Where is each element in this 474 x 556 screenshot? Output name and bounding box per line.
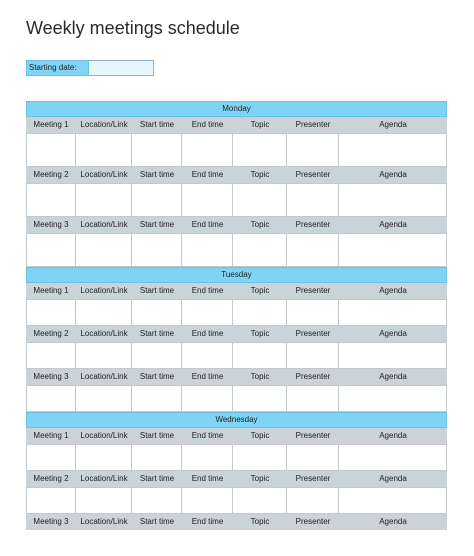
input-cell[interactable]: [182, 233, 233, 267]
meeting-header-row: [26, 167, 447, 183]
meeting-label: Meeting 2: [33, 329, 69, 338]
column-header: End time: [191, 170, 224, 179]
input-cell[interactable]: [182, 342, 233, 369]
input-cell[interactable]: [339, 385, 447, 412]
column-header: End time: [191, 120, 224, 129]
input-cell[interactable]: [132, 487, 182, 514]
input-cell[interactable]: [233, 183, 287, 217]
column-header: Location/Link: [80, 170, 128, 179]
input-cell[interactable]: [287, 487, 339, 514]
input-cell[interactable]: [182, 133, 233, 167]
column-header: Start time: [139, 170, 175, 179]
input-cell[interactable]: [287, 444, 339, 471]
column-header: End time: [191, 517, 224, 526]
day-header: Monday: [26, 101, 447, 117]
meeting-input-row: [26, 444, 447, 471]
column-header: Agenda: [379, 372, 407, 381]
input-cell[interactable]: [76, 385, 132, 412]
input-cell[interactable]: [233, 299, 287, 326]
input-cell[interactable]: [26, 385, 76, 412]
starting-date-input[interactable]: [89, 60, 154, 76]
input-cell[interactable]: [287, 133, 339, 167]
input-cell[interactable]: [287, 299, 339, 326]
meeting-label: Meeting 1: [33, 431, 69, 440]
column-header: Start time: [139, 474, 175, 483]
meeting-input-row: [26, 133, 447, 167]
meeting-header-row: [26, 217, 447, 233]
column-header: Agenda: [379, 431, 407, 440]
input-cell[interactable]: [132, 183, 182, 217]
meeting-label: Meeting 1: [33, 286, 69, 295]
meeting-header-row: [26, 117, 447, 133]
meeting-header-row: [26, 428, 447, 444]
input-cell[interactable]: [233, 487, 287, 514]
column-header: Start time: [139, 286, 175, 295]
input-cell[interactable]: [339, 342, 447, 369]
column-header: Location/Link: [80, 372, 128, 381]
column-header: Agenda: [379, 474, 407, 483]
input-cell[interactable]: [26, 299, 76, 326]
input-cell[interactable]: [76, 233, 132, 267]
input-cell[interactable]: [182, 487, 233, 514]
column-header: End time: [191, 286, 224, 295]
schedule-table: [26, 101, 447, 530]
input-cell[interactable]: [76, 444, 132, 471]
input-cell[interactable]: [339, 299, 447, 326]
input-cell[interactable]: [339, 444, 447, 471]
input-cell[interactable]: [182, 299, 233, 326]
meeting-input-row: [26, 385, 447, 412]
input-cell[interactable]: [339, 133, 447, 167]
column-header: Start time: [139, 329, 175, 338]
page-title: Weekly meetings schedule: [26, 18, 240, 38]
meeting-input-row: [26, 342, 447, 369]
input-cell[interactable]: [233, 233, 287, 267]
column-header: Agenda: [379, 329, 407, 338]
column-header: Presenter: [295, 329, 331, 338]
column-header: Topic: [250, 517, 270, 526]
day-header: Wednesday: [26, 412, 447, 428]
meeting-label: Meeting 1: [33, 120, 69, 129]
column-header: Start time: [139, 120, 175, 129]
column-header: Presenter: [295, 474, 331, 483]
meeting-header-row: [26, 369, 447, 385]
column-header: Agenda: [379, 120, 407, 129]
input-cell[interactable]: [132, 444, 182, 471]
meeting-label: Meeting 3: [33, 372, 69, 381]
input-cell[interactable]: [76, 342, 132, 369]
column-header: Location/Link: [80, 329, 128, 338]
input-cell[interactable]: [287, 183, 339, 217]
input-cell[interactable]: [76, 487, 132, 514]
column-header: Location/Link: [80, 220, 128, 229]
input-cell[interactable]: [76, 183, 132, 217]
column-header: Location/Link: [80, 517, 128, 526]
input-cell[interactable]: [132, 385, 182, 412]
column-header: Presenter: [295, 170, 331, 179]
input-cell[interactable]: [287, 342, 339, 369]
input-cell[interactable]: [287, 385, 339, 412]
input-cell[interactable]: [339, 183, 447, 217]
input-cell[interactable]: [26, 444, 76, 471]
meeting-label: Meeting 2: [33, 170, 69, 179]
meeting-input-row: [26, 183, 447, 217]
input-cell[interactable]: [76, 299, 132, 326]
column-header: Start time: [139, 372, 175, 381]
meeting-header-row: [26, 514, 447, 530]
input-cell[interactable]: [26, 233, 76, 267]
column-header: Location/Link: [80, 431, 128, 440]
input-cell[interactable]: [339, 487, 447, 514]
starting-date-row: [26, 60, 154, 76]
column-header: Agenda: [379, 286, 407, 295]
input-cell[interactable]: [233, 444, 287, 471]
column-header: Start time: [139, 517, 175, 526]
input-cell[interactable]: [287, 233, 339, 267]
column-header: Topic: [250, 372, 270, 381]
column-header: Presenter: [295, 372, 331, 381]
input-cell[interactable]: [132, 133, 182, 167]
meeting-label: Meeting 3: [33, 517, 69, 526]
column-header: Agenda: [379, 517, 407, 526]
input-cell[interactable]: [132, 233, 182, 267]
column-header: Presenter: [295, 517, 331, 526]
meeting-input-row: [26, 299, 447, 326]
column-header: End time: [191, 372, 224, 381]
column-header: End time: [191, 474, 224, 483]
column-header: Location/Link: [80, 286, 128, 295]
input-cell[interactable]: [26, 183, 76, 217]
column-header: Presenter: [295, 286, 331, 295]
input-cell[interactable]: [26, 133, 76, 167]
column-header: Start time: [139, 220, 175, 229]
input-cell[interactable]: [233, 342, 287, 369]
input-cell[interactable]: [182, 183, 233, 217]
column-header: Topic: [250, 286, 270, 295]
input-cell[interactable]: [233, 133, 287, 167]
column-header: Topic: [250, 170, 270, 179]
column-header: Agenda: [379, 220, 407, 229]
meeting-input-row: [26, 487, 447, 514]
column-header: Presenter: [295, 120, 331, 129]
input-cell[interactable]: [339, 233, 447, 267]
column-header: Start time: [139, 431, 175, 440]
meeting-label: Meeting 3: [33, 220, 69, 229]
column-header: Presenter: [295, 431, 331, 440]
column-header: Topic: [250, 329, 270, 338]
column-header: Topic: [250, 431, 270, 440]
column-header: End time: [191, 329, 224, 338]
column-header: Topic: [250, 120, 270, 129]
column-header: Agenda: [379, 170, 407, 179]
meeting-header-row: [26, 283, 447, 299]
input-cell[interactable]: [26, 342, 76, 369]
column-header: Location/Link: [80, 120, 128, 129]
input-cell[interactable]: [233, 385, 287, 412]
input-cell[interactable]: [132, 342, 182, 369]
column-header: Topic: [250, 474, 270, 483]
starting-date-label: Starting date:: [26, 60, 89, 76]
meeting-header-row: [26, 471, 447, 487]
meeting-input-row: [26, 233, 447, 267]
day-header: Tuesday: [26, 267, 447, 283]
column-header: Presenter: [295, 220, 331, 229]
input-cell[interactable]: [76, 133, 132, 167]
column-header: End time: [191, 220, 224, 229]
input-cell[interactable]: [182, 385, 233, 412]
column-header: End time: [191, 431, 224, 440]
input-cell[interactable]: [182, 444, 233, 471]
input-cell[interactable]: [132, 299, 182, 326]
column-header: Location/Link: [80, 474, 128, 483]
meeting-label: Meeting 2: [33, 474, 69, 483]
input-cell[interactable]: [26, 487, 76, 514]
column-header: Topic: [250, 220, 270, 229]
meeting-header-row: [26, 326, 447, 342]
